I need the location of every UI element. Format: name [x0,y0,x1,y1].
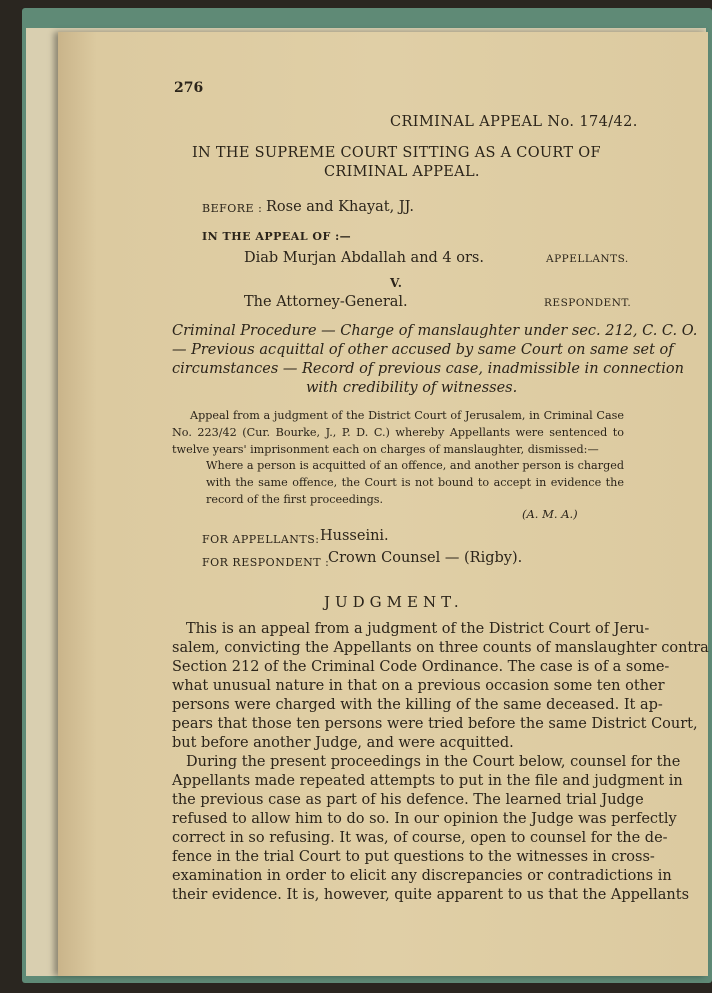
judgment-line-3: Section 212 of the Criminal Code Ordinance. The case is of a some- [172,659,670,675]
judgment-line-2: salem, convicting the Appellants on three counts of manslaughter contra [172,640,709,656]
headnote-line-1: Criminal Procedure — Charge of manslaughter under sec. 212, C. C. O. [172,323,698,339]
running-head: CRIMINAL APPEAL No. 174/42. [390,114,638,130]
appellants-counsel: Husseini. [320,528,389,544]
judgment-heading: JUDGMENT. [324,593,464,611]
respondent-name: The Attorney-General. [244,294,408,310]
judgment-line-7: but before another Judge, and were acquitted. [172,735,514,751]
judgment-line-13: fence in the trial Court to put questions to the witnesses in cross- [172,849,655,865]
judgment-line-9: Appellants made repeated attempts to put in the file and judgment in [172,773,683,789]
holding-line-3: record of the first proceedings. [206,493,384,506]
respondent-counsel: Crown Counsel — (Rigby). [328,550,523,566]
page-number: 276 [174,80,204,96]
headnote-line-4: with credibility of witnesses. [306,380,518,396]
appellants-name: Diab Murjan Abdallah and 4 ors. [244,250,484,266]
court-title-line-1: IN THE SUPREME COURT SITTING AS A COURT OF [192,145,601,161]
judgment-line-15: their evidence. It is, however, quite apparent to us that the Appellants [172,887,690,903]
judges: Rose and Khayat, JJ. [266,199,414,215]
holding-line-2: with the same offence, the Court is not bound to accept in evidence the [206,476,624,489]
before-label: BEFORE : [202,202,263,215]
summary-line-2: No. 223/42 (Cur. Bourke, J., P. D. C.) whereby Appellants were sentenced to [172,426,624,439]
judgment-line-12: correct in so refusing. It was, of course, open to counsel for the de- [172,830,668,846]
holding-line-1: Where a person is acquitted of an offence, and another person is charged [206,459,625,472]
reporter-initials: (A. M. A.) [522,507,578,521]
judgment-line-8: During the present proceedings in the Court below, counsel for the [186,754,681,770]
judgment-line-1: This is an appeal from a judgment of the District Court of Jeru- [186,621,650,637]
judgment-line-11: refused to allow him to do so. In our opinion the Judge was perfectly [172,811,677,827]
judgment-line-14: examination in order to elicit any discrepancies or contradictions in [172,868,672,884]
appellants-counsel-label: FOR APPELLANTS: [202,533,320,546]
judgment-line-10: the previous case as part of his defence. The learned trial Judge [172,792,644,808]
summary-line-3: twelve years' imprisonment each on charges of manslaughter, dismissed:— [172,443,599,456]
respondent-role: RESPONDENT. [544,297,632,309]
judgment-line-4: what unusual nature in that on a previous occasion some ten other [172,678,665,694]
court-title-line-2: CRIMINAL APPEAL. [324,164,480,180]
appeal-of-label: IN THE APPEAL OF :— [202,230,352,243]
judgment-line-6: pears that those ten persons were tried before the same District Court, [172,716,698,732]
appellants-role: APPELLANTS. [546,253,629,265]
versus: V. [390,276,403,290]
respondent-counsel-label: FOR RESPONDENT : [202,556,330,569]
headnote-line-3: circumstances — Record of previous case, inadmissible in connection [172,361,684,377]
book-page [58,32,708,976]
judgment-line-5: persons were charged with the killing of the same deceased. It ap- [172,697,663,713]
summary-line-1: Appeal from a judgment of the District Court of Jerusalem, in Criminal Case [190,409,624,422]
headnote-line-2: — Previous acquittal of other accused by same Court on same set of [172,342,674,358]
